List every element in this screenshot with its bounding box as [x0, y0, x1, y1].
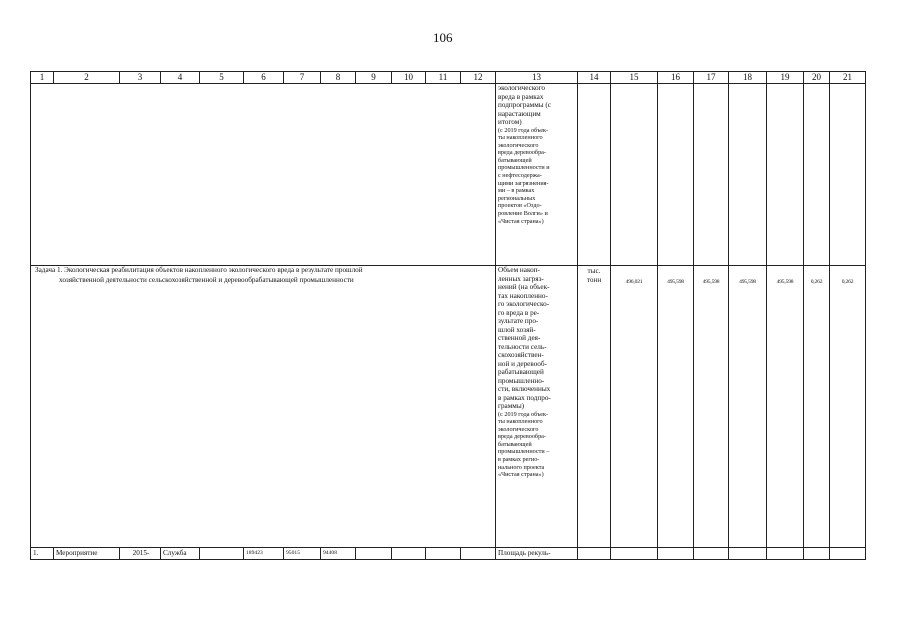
empty-cell [694, 84, 729, 266]
value-cell: 496,021 [611, 266, 658, 548]
header-row [31, 72, 866, 84]
empty-cell [356, 548, 392, 560]
value-cell: 0,262 [830, 266, 866, 548]
value-cell: 495,598 [767, 266, 804, 548]
empty-cell [611, 548, 658, 560]
header-cell: 6 [244, 72, 284, 84]
empty-cell [611, 84, 658, 266]
unit-line: тонн [586, 276, 602, 284]
indicator-line: сти, включенных [498, 385, 551, 393]
activity-amount-cell: 94408 [321, 548, 356, 560]
header-cell: 19 [767, 72, 804, 84]
indicator-line: зультате про- [498, 317, 539, 325]
empty-cell [694, 548, 729, 560]
value-cell: 495,598 [729, 266, 767, 548]
empty-cell [729, 84, 767, 266]
task-title-line: хозяйственной деятельности сельскохозяйственной и деревообрабатывающей промышленности [59, 275, 354, 284]
empty-merged-cell [31, 84, 496, 266]
header-cell: 7 [284, 72, 321, 84]
indicator-line: го вреда в ре- [498, 308, 540, 317]
value-cell: 495,598 [694, 266, 729, 548]
indicator-note-line: нального проекта [498, 463, 545, 471]
indicator-note-line: промышленности – [498, 448, 550, 456]
indicator-note-line: вреда деревообра- [498, 149, 546, 157]
indicator-note-line: (с 2019 года объек- [498, 126, 549, 134]
task-title-line: Задача 1. Экологическая реабилитация объектов накопленного экологического вреда в результате прошлой [35, 266, 363, 274]
empty-cell [830, 548, 866, 560]
indicator-note-line: «Чистая страна») [498, 471, 544, 479]
activity-amount-cell: 95015 [284, 548, 321, 560]
activity-period-cell: 2015- [120, 548, 161, 560]
value-cell: 495,598 [658, 266, 694, 548]
indicator-line: рабатывающей [498, 368, 544, 376]
header-cell: 1 [31, 72, 54, 84]
indicator-cell [496, 84, 578, 266]
indicator-line: ной и деревооб- [498, 359, 547, 368]
activity-name-cell: Мероприятие [54, 548, 120, 560]
indicator-line: тельности сель- [498, 342, 547, 351]
header-cell: 9 [356, 72, 392, 84]
indicator-note-line: вреда деревообра- [498, 433, 546, 441]
header-cell: 4 [161, 72, 200, 84]
indicator-line: скохозяйствен- [498, 351, 544, 359]
activity-indicator-cell: Площадь рекуль- [496, 548, 578, 560]
indicator-line: в рамках подпро- [498, 393, 551, 402]
header-cell: 16 [658, 72, 694, 84]
header-cell: 21 [830, 72, 866, 84]
empty-cell [392, 548, 426, 560]
indicator-line: Объем накоп- [498, 266, 540, 274]
indicator-note-line: ми – в рамках [498, 187, 535, 195]
empty-cell [658, 84, 694, 266]
empty-cell [578, 548, 611, 560]
header-cell: 20 [804, 72, 830, 84]
indicator-line: нарастающим [498, 109, 541, 118]
indicator-note-line: (с 2019 года объек- [498, 410, 549, 418]
header-cell: 8 [321, 72, 356, 84]
activity-cell [200, 548, 244, 560]
indicator-note-line: проектов «Оздо- [498, 202, 542, 210]
indicator-line: нений (на объек- [498, 283, 550, 291]
indicator-line: тах накопленно- [498, 291, 548, 300]
empty-cell [767, 84, 804, 266]
indicator-note-line: с нефтесодержа- [498, 172, 542, 180]
header-cell: 15 [611, 72, 658, 84]
header-cell: 14 [578, 72, 611, 84]
indicator-line: вреда в рамках [498, 92, 544, 101]
indicator-line: подпрограммы (с [498, 101, 551, 109]
indicator-line: ленных загряз- [498, 274, 544, 283]
empty-cell [804, 84, 830, 266]
header-cell: 10 [392, 72, 426, 84]
indicator-note-line: батывающей [498, 156, 532, 164]
continued-indicator-row [31, 84, 866, 266]
indicator-cell [496, 266, 578, 548]
indicator-line: шлой хозяй- [498, 325, 536, 334]
indicator-note-line: ровление Волги» и [498, 210, 548, 218]
indicator-note-line: экологического [498, 141, 539, 149]
indicator-note-line: экологического [498, 425, 539, 433]
unit-line: тыс. [587, 267, 601, 275]
indicator-line: промышленно- [498, 376, 545, 385]
activity-executor-cell: Служба [161, 548, 200, 560]
empty-cell [804, 548, 830, 560]
indicator-note-line: «Чистая страна») [498, 217, 544, 225]
indicator-note-line: региональных [498, 194, 536, 202]
header-cell: 2 [54, 72, 120, 84]
header-cell: 18 [729, 72, 767, 84]
empty-cell [426, 548, 461, 560]
empty-cell [767, 548, 804, 560]
task-row [31, 266, 866, 548]
indicator-line: ственной дея- [498, 334, 541, 342]
unit-cell [578, 266, 611, 548]
empty-cell [729, 548, 767, 560]
header-cell: 5 [200, 72, 244, 84]
page-number: 106 [433, 30, 453, 45]
indicator-line: го экологическо- [498, 300, 550, 308]
indicator-line: экологического [498, 84, 545, 92]
task-description-cell [31, 266, 496, 548]
data-table [30, 71, 866, 560]
indicator-note-line: промышленности и [498, 164, 550, 172]
empty-cell [461, 548, 496, 560]
header-cell: 12 [461, 72, 496, 84]
indicator-note-line: ты накопленного [498, 134, 543, 142]
indicator-note-line: в рамках регио- [498, 456, 540, 464]
empty-cell [658, 548, 694, 560]
indicator-note-line: щими загрязнения- [498, 179, 549, 187]
indicator-line: итогом) [498, 118, 522, 126]
indicator-note-line: ты накопленного [498, 418, 543, 426]
activity-row [31, 548, 866, 560]
empty-cell [830, 84, 866, 266]
activity-amount-cell: 189423 [244, 548, 284, 560]
value-cell: 0,262 [804, 266, 830, 548]
activity-number-cell: 1. [31, 548, 54, 560]
indicator-note-line: батывающей [498, 440, 532, 448]
empty-cell [578, 84, 611, 266]
header-cell: 17 [694, 72, 729, 84]
header-cell: 11 [426, 72, 461, 84]
header-cell: 3 [120, 72, 161, 84]
indicator-line: граммы) [498, 402, 525, 410]
header-cell: 13 [496, 72, 578, 84]
